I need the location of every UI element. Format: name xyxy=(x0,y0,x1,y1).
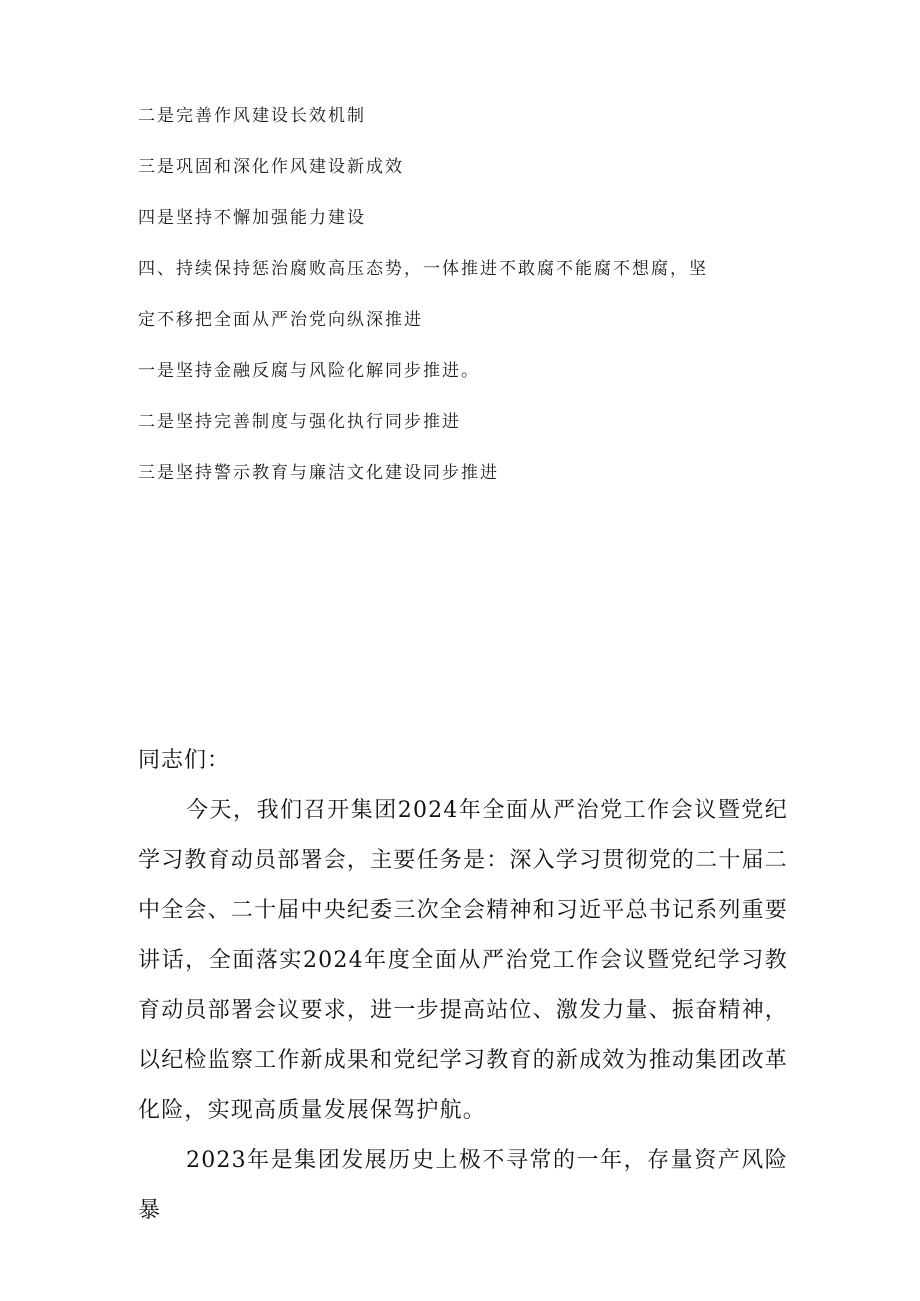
outline-line: 二是坚持完善制度与强化执行同步推进 xyxy=(138,412,461,432)
speech-body xyxy=(138,736,788,1236)
outline-line: 二是完善作风建设长效机制 xyxy=(138,106,366,126)
outline-line: 三是坚持警示教育与廉洁文化建设同步推进 xyxy=(138,463,499,483)
outline-line: 四、持续保持惩治腐败高压态势，一体推进不敢腐不能腐不想腐，坚 xyxy=(138,259,708,279)
speech-paragraph: 今天，我们召开集团2024年全面从严治党工作会议暨党纪学习教育动员部署会，主要任务是：深入学习贯彻党的二十届二中全会、二十届中央纪委三次全会精神和习近平总书记系列重要讲话，全面落实2024年度全面从严治党工作会议暨党纪学习教育动员部署会议要求，进一步提高站位、激发力量、振奋精神，以纪检监察工作新成果和党纪学习教育的新成效为推动集团改革化险，实现高质量发展保驾护航。 xyxy=(138,798,788,1123)
speech-paragraph: 2023年是集团发展历史上极不寻常的一年，存量资产风险暴 xyxy=(138,1148,788,1223)
outline-line: 三是巩固和深化作风建设新成效 xyxy=(138,157,404,177)
outline-line: 一是坚持金融反腐与风险化解同步推进。 xyxy=(138,361,480,381)
outline-list xyxy=(138,96,778,504)
salutation: 同志们： xyxy=(138,748,231,773)
outline-line: 四是坚持不懈加强能力建设 xyxy=(138,208,366,228)
outline-line: 定不移把全面从严治党向纵深推进 xyxy=(138,310,423,330)
